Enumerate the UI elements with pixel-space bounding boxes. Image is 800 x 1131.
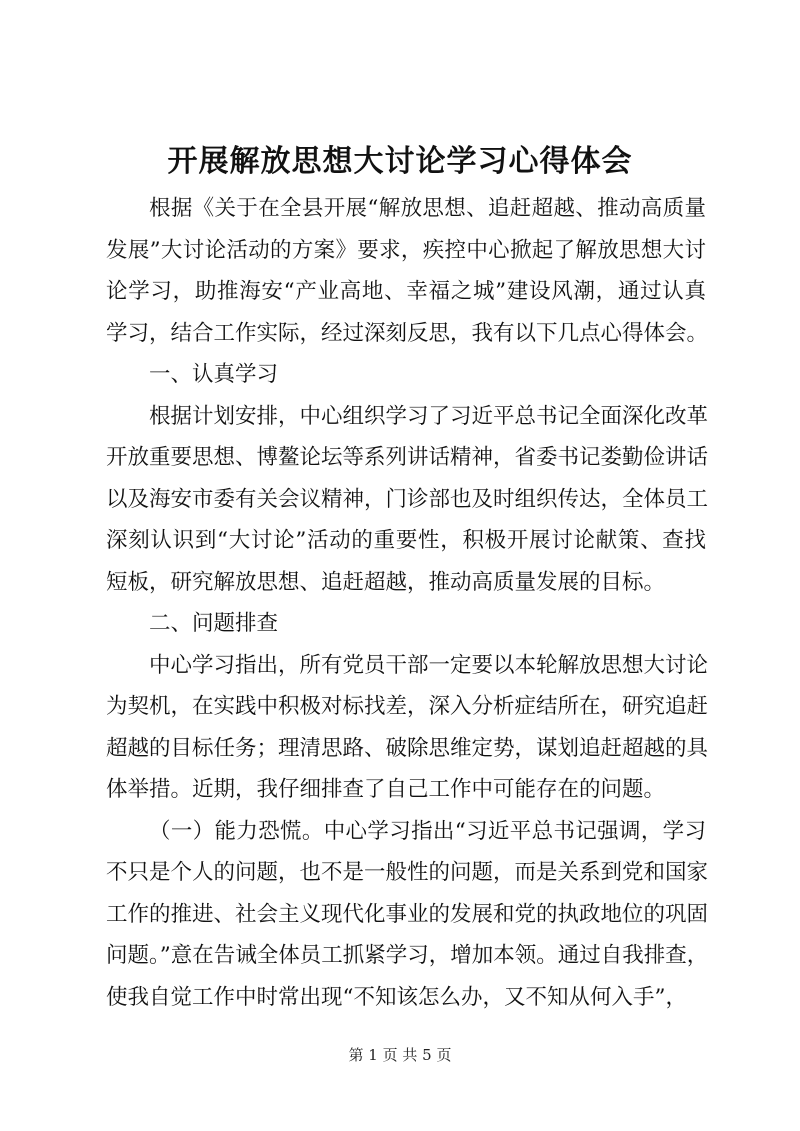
paragraph-line: 论学习，助推海安“产业高地、幸福之城”建设风潮，通过认真 bbox=[106, 279, 706, 304]
paragraph-line: 使我自觉工作中时常出现“不知该怎么办，又不知从何入手”， bbox=[106, 984, 687, 1010]
paragraph-line: 超越的目标任务；理清思路、破除思维定势，谋划追赶超越的具 bbox=[106, 735, 709, 761]
paragraph-line: 开放重要思想、博鳌论坛等系列讲话精神，省委书记娄勤俭讲话 bbox=[106, 445, 709, 470]
section-heading: 二、问题排查 bbox=[149, 611, 279, 636]
paragraph-line: 短板，研究解放思想、追赶超越，推动高质量发展的目标。 bbox=[106, 569, 666, 595]
paragraph-line: 为契机，在实践中积极对标找差，深入分析症结所在，研究追赶 bbox=[106, 694, 709, 719]
paragraph-line: 深刻认识到“大讨论”活动的重要性，积极开展讨论献策、查找 bbox=[106, 528, 706, 553]
paragraph-line: 工作的推进、社会主义现代化事业的发展和党的执政地位的巩固 bbox=[106, 901, 709, 927]
paragraph-line: 根据计划安排，中心组织学习了习近平总书记全面深化改革 bbox=[149, 403, 709, 429]
document-title: 开展解放思想大讨论学习心得体会 bbox=[167, 144, 633, 179]
paragraph-line: 不只是个人的问题，也不是一般性的问题，而是关系到党和国家 bbox=[106, 860, 709, 885]
page-number-footer: 第 1 页 共 5 页 bbox=[348, 1046, 452, 1064]
paragraph-line: 发展”大讨论活动的方案》要求，疾控中心掀起了解放思想大讨 bbox=[106, 237, 706, 263]
paragraph-line: 中心学习指出，所有党员干部一定要以本轮解放思想大讨论 bbox=[149, 652, 709, 678]
paragraph-line: 以及海安市委有关会议精神，门诊部也及时组织传达，全体员工 bbox=[106, 486, 709, 512]
paragraph-line: 问题。”意在告诫全体员工抓紧学习，增加本领。通过自我排查， bbox=[106, 943, 709, 968]
section-heading: 一、认真学习 bbox=[149, 362, 279, 387]
paragraph-line: （一）能力恐慌。中心学习指出“习近平总书记强调，学习 bbox=[149, 818, 706, 844]
document-body bbox=[106, 188, 709, 1018]
paragraph-line: 学习，结合工作实际，经过深刻反思，我有以下几点心得体会。 bbox=[106, 320, 709, 346]
paragraph-line: 根据《关于在全县开展“解放思想、追赶超越、推动高质量 bbox=[149, 196, 706, 221]
paragraph-line: 体举措。近期，我仔细排查了自己工作中可能存在的问题。 bbox=[106, 777, 666, 802]
